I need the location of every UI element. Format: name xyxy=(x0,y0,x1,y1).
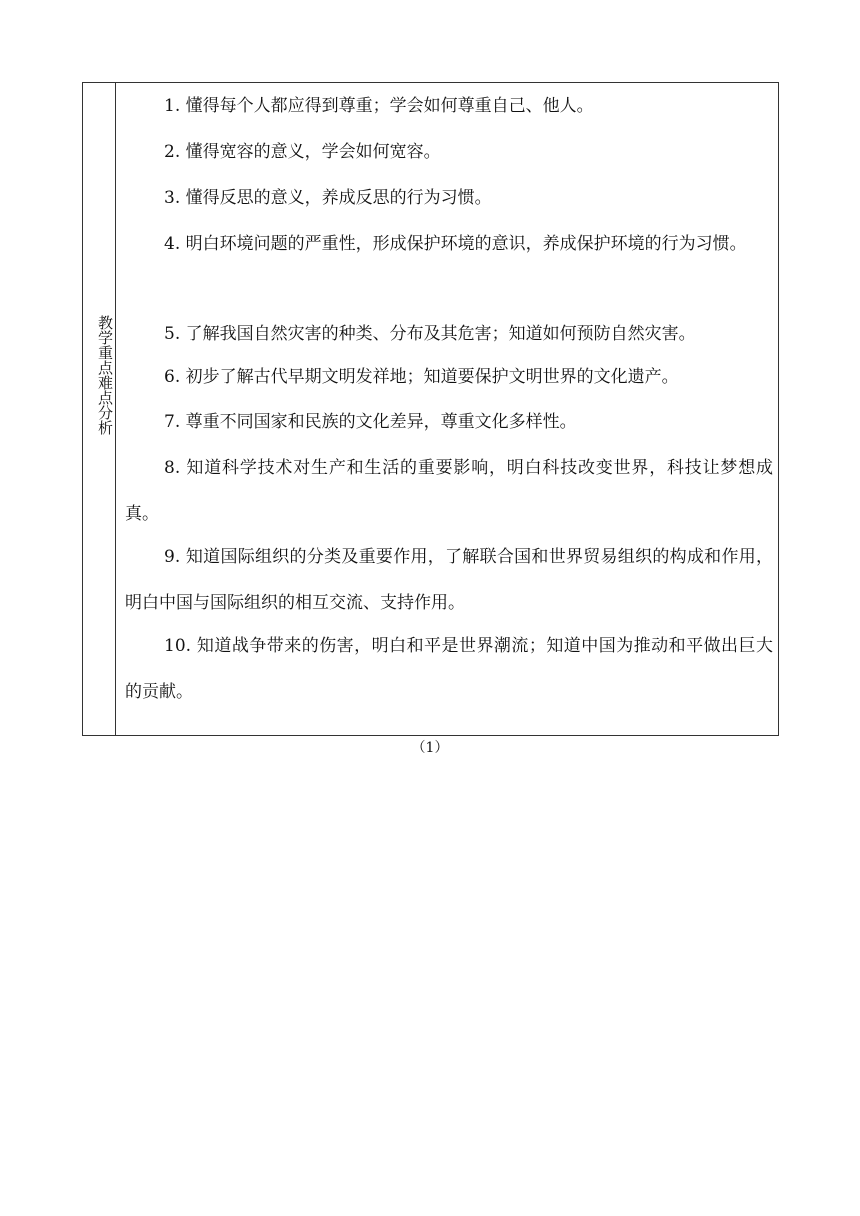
list-item: 8. 知道科学技术对生产和生活的重要影响，明白科技改变世界，科技让梦想成真。 xyxy=(125,458,773,524)
list-item: 7. 尊重不同国家和民族的文化差异，尊重文化多样性。 xyxy=(164,412,577,432)
list-item: 1. 懂得每个人都应得到尊重；学会如何尊重自己、他人。 xyxy=(164,96,594,116)
row-label: 教学重点难点分析 xyxy=(96,315,114,435)
list-item: 6. 初步了解古代早期文明发祥地；知道要保护文明世界的文化遗产。 xyxy=(164,367,679,387)
list-item: 3. 懂得反思的意义，养成反思的行为习惯。 xyxy=(164,188,492,208)
list-item: 10. 知道战争带来的伤害，明白和平是世界潮流；知道中国为推动和平做出巨大的贡献。 xyxy=(125,636,773,702)
list-item: 2. 懂得宽容的意义，学会如何宽容。 xyxy=(164,142,441,162)
page-number: （1） xyxy=(411,740,449,756)
content-cell xyxy=(116,83,778,735)
list-item: 4. 明白环境问题的严重性，形成保护环境的意识，养成保护环境的行为习惯。 xyxy=(164,234,747,254)
list-item: 5. 了解我国自然灾害的种类、分布及其危害；知道如何预防自然灾害。 xyxy=(164,324,696,344)
row-label-cell xyxy=(83,83,116,735)
list-item: 9. 知道国际组织的分类及重要作用，了解联合国和世界贸易组织的构成和作用，明白中国与国际组织的相互交流、支持作用。 xyxy=(125,547,773,613)
analysis-table xyxy=(82,82,779,736)
